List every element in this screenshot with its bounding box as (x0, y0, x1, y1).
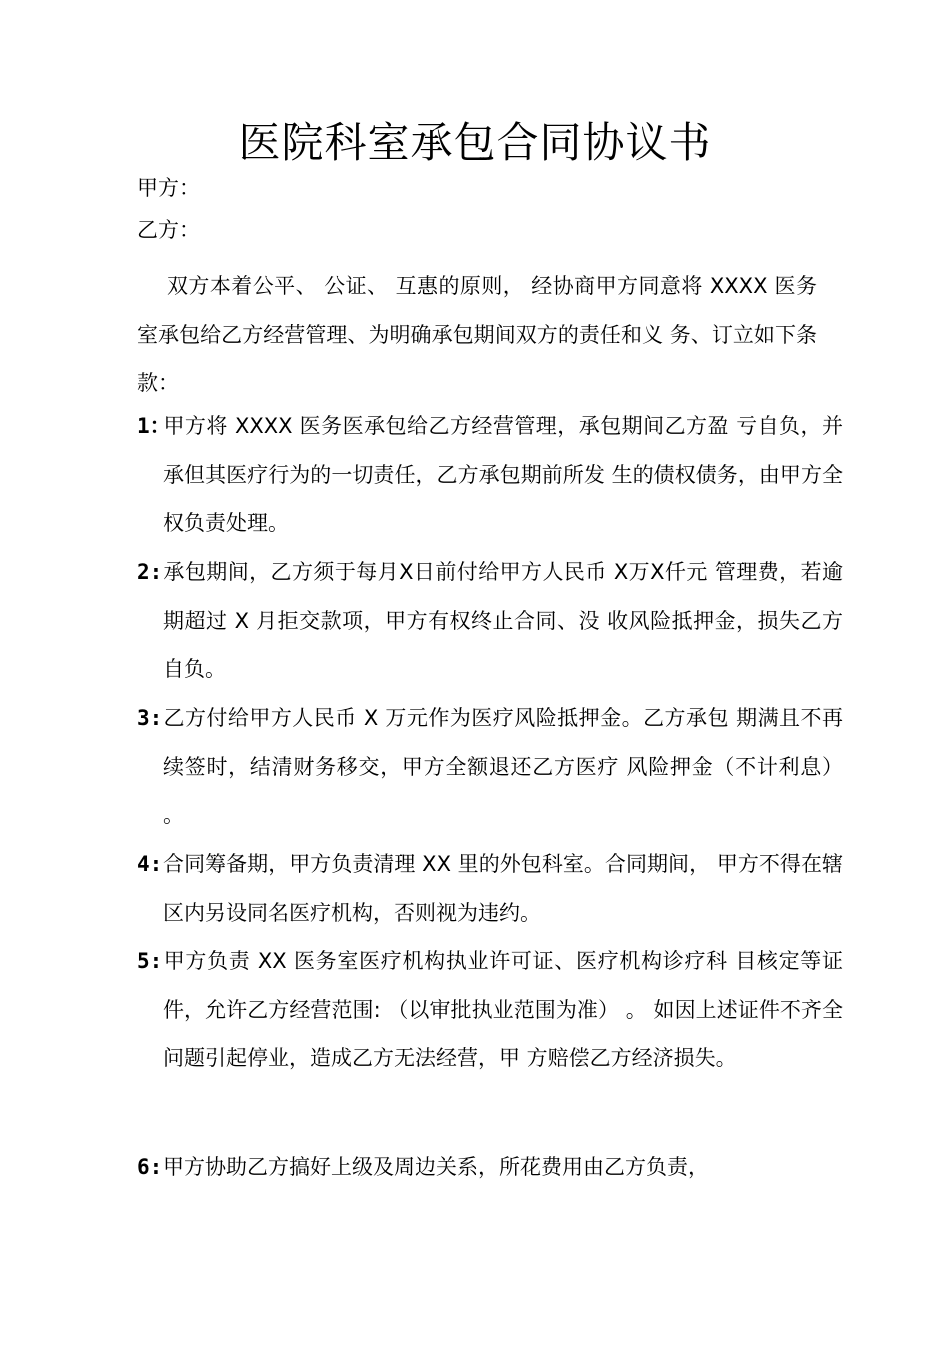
document-title: 医院科室承包合同协议书 (238, 118, 712, 167)
clause-text: 乙方付给甲方人民币 X 万元作为医疗风险抵押金。乙方承包 期满且不再续签时，结清财务移交，甲方全额退还乙方医疗 风险押金（不计利息） 。 (163, 706, 843, 827)
clause-1 (137, 402, 843, 548)
clause-2 (137, 548, 843, 694)
clause-text: 甲方将 XXXX 医务医承包给乙方经营管理，承包期间乙方盈 亏自负，并承但其医疗行为的一切责任，乙方承包期前所发 生的债权债务，由甲方全权负责处理。 (163, 414, 843, 535)
clause-3 (137, 694, 843, 840)
clause-text: 合同筹备期，甲方负责清理 XX 里的外包科室。合同期间， 甲方不得在辖区内另设同名医疗机构，否则视为违约。 (163, 852, 843, 925)
clause-text: 甲方协助乙方搞好上级及周边关系，所花费用由乙方负责， (163, 1155, 709, 1179)
clause-number: 3: (137, 706, 163, 730)
clause-4 (137, 840, 843, 937)
clause-text: 承包期间，乙方须于每月X日前付给甲方人民币 X万X仟元 管理费，若逾期超过 X 月拒交款项，甲方有权终止合同、没 收风险抵押金，损失乙方自负。 (163, 560, 843, 681)
party-b-label: 乙方： (137, 218, 200, 242)
clause-number: 2: (137, 560, 163, 584)
clause-number: 5: (137, 949, 163, 973)
intro-paragraph: 双方本着公平、 公证、 互惠的原则， 经协商甲方同意将 XXXX 医务室承包给乙方经营管理、为明确承包期间双方的责任和义 务、订立如下条款： (137, 274, 817, 395)
clause-number: 4: (137, 852, 163, 876)
clause-number: 1： (137, 414, 171, 438)
clause-5 (137, 937, 843, 1083)
clause-6 (137, 1143, 843, 1192)
clause-number: 6: (137, 1155, 163, 1179)
party-a-label: 甲方： (137, 176, 200, 200)
clause-text: 甲方负责 XX 医务室医疗机构执业许可证、医疗机构诊疗科 目核定等证件，允许乙方经营范围: （以审批执业范围为准） 。 如因上述证件不齐全问题引起停业，造成乙方无法经营，甲 方赔偿乙方经济损失。 (163, 949, 843, 1070)
